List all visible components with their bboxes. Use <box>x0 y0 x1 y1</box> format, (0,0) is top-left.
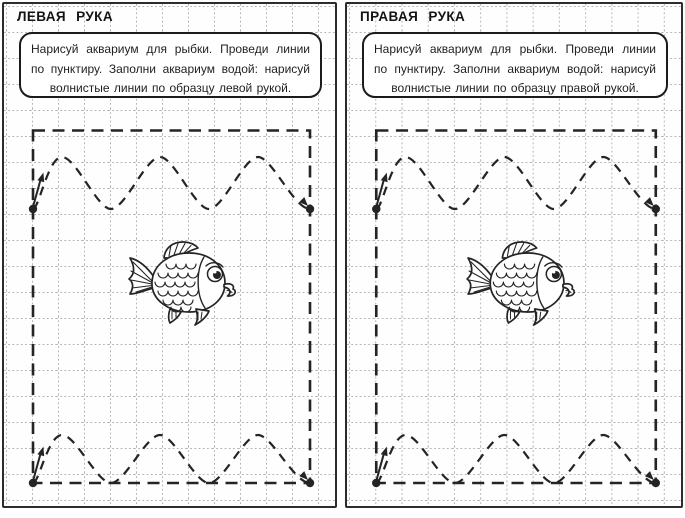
end-dot <box>306 205 314 213</box>
fish-eye-highlight <box>214 271 217 274</box>
instruction-line: по пунктиру. Заполни аквариум водой: нарисуй <box>374 61 656 76</box>
end-dot <box>652 205 660 213</box>
fish-body <box>490 253 564 312</box>
instruction-line: по пунктиру. Заполни аквариум водой: нарисуй <box>31 61 310 76</box>
fish-eye-highlight <box>552 271 555 274</box>
instruction-line: Нарисуй аквариум для рыбки. Проведи линии <box>31 42 310 56</box>
instruction-line: волнистые линии по образцу левой рукой. <box>49 81 292 95</box>
instruction-line: волнистые линии по образцу правой рукой. <box>391 81 639 95</box>
panel-title-left: ЛЕВАЯ РУКА <box>17 9 113 24</box>
end-dot <box>306 479 314 487</box>
panel-title-right: ПРАВАЯ РУКА <box>360 9 466 24</box>
instruction-line: Нарисуй аквариум для рыбки. Проведи линии <box>374 42 656 56</box>
instruction-box-left <box>19 32 322 98</box>
instruction-box-right <box>362 32 668 98</box>
end-dot <box>652 479 660 487</box>
panel-left-hand <box>2 2 337 508</box>
panel-right-hand <box>345 2 683 508</box>
fish-body <box>152 253 225 312</box>
